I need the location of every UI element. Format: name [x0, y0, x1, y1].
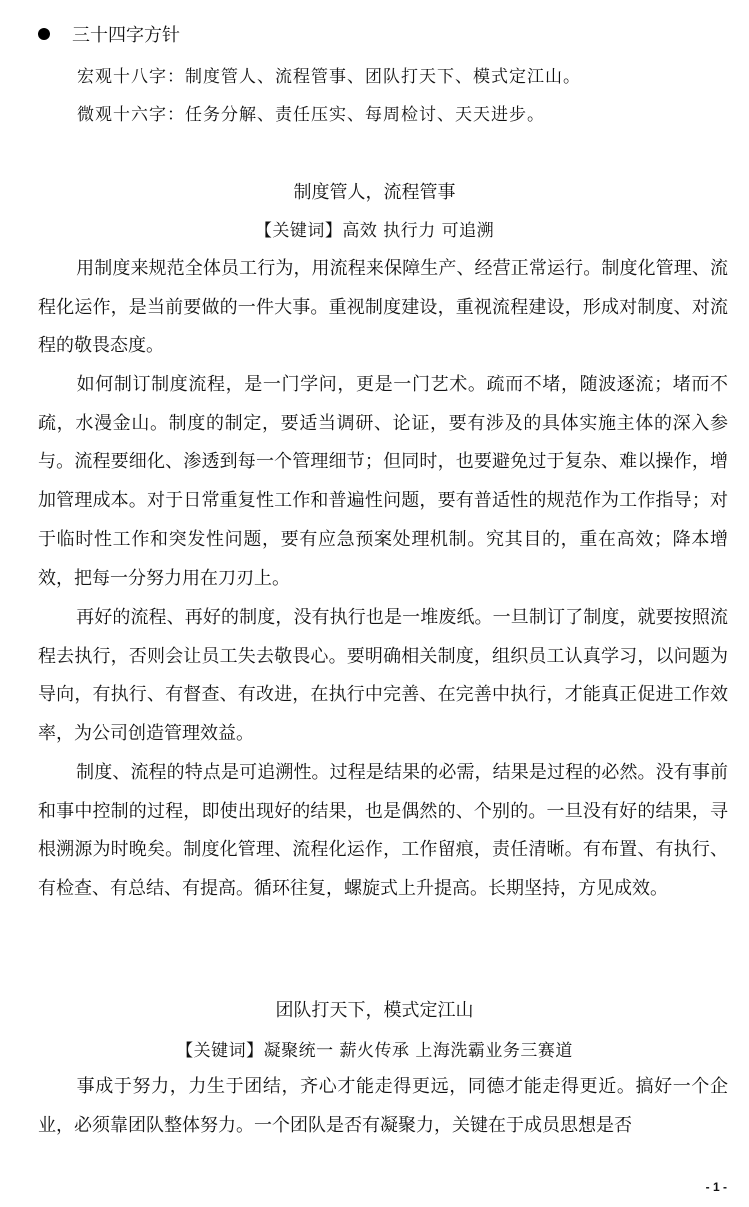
- bullet-dot-icon: [38, 28, 50, 40]
- section2-heading: 团队打天下，模式定江山: [275, 1000, 474, 1021]
- page-number: - 1 -: [705, 1180, 727, 1194]
- bullet-item: [38, 20, 180, 48]
- micro-principle: 微观十六字：任务分解、责任压实、每周检讨、天天进步。: [77, 105, 545, 125]
- section1-paragraph-1: 用制度来规范全体员工行为，用流程来保障生产、经营正常运行。制度化管理、流程化运作，是当前要做的一件大事。重视制度建设，重视流程建设，形成对制度、对流程的敬畏态度。: [38, 258, 728, 357]
- section2-keywords: 【关键词】凝聚统一 薪火传承 上海洗霸业务三赛道: [176, 1041, 573, 1061]
- section1-paragraph-3: 再好的流程、再好的制度，没有执行也是一堆废纸。一旦制订了制度，就要按照流程去执行，否则会让员工失去敬畏心。要明确相关制度，组织员工认真学习，以问题为导向，有执行、有督查、有改进，在执行中完善、在完善中执行，才能真正促进工作效率，为公司创造管理效益。: [38, 607, 728, 745]
- section1-paragraph-2: 如何制订制度流程，是一门学问，更是一门艺术。疏而不堵，随波逐流；堵而不疏，水漫金山。制度的制定，要适当调研、论证，要有涉及的具体实施主体的深入参与。流程要细化、渗透到每一个管理细节；但同时，也要避免过于复杂、难以操作，增加管理成本。对于日常重复性工作和普遍性问题，要有普适性的规范作为工作指导；对于临时性工作和突发性问题，要有应急预案处理机制。究其目的，重在高效；降本增效，把每一分努力用在刀刃上。: [38, 374, 728, 589]
- section1-paragraph-4: 制度、流程的特点是可追溯性。过程是结果的必需，结果是过程的必然。没有事前和事中控制的过程，即使出现好的结果，也是偶然的、个别的。一旦没有好的结果，寻根溯源为时晚矣。制度化管理、流程化运作，工作留痕，责任清晰。有布置、有执行、有检查、有总结、有提高。循环往复，螺旋式上升提高。长期坚持，方见成效。: [38, 762, 728, 900]
- section2-paragraph-1: 事成于努力，力生于团结，齐心才能走得更远，同德才能走得更近。搞好一个企业，必须靠团队整体努力。一个团队是否有凝聚力，关键在于成员思想是否: [38, 1076, 728, 1136]
- section1-keywords: 【关键词】高效 执行力 可追溯: [254, 221, 495, 241]
- section1-heading: 制度管人，流程管事: [293, 182, 456, 203]
- bullet-title: 三十四字方针: [72, 25, 180, 46]
- macro-principle: 宏观十八字：制度管人、流程管事、团队打天下、模式定江山。: [77, 67, 581, 87]
